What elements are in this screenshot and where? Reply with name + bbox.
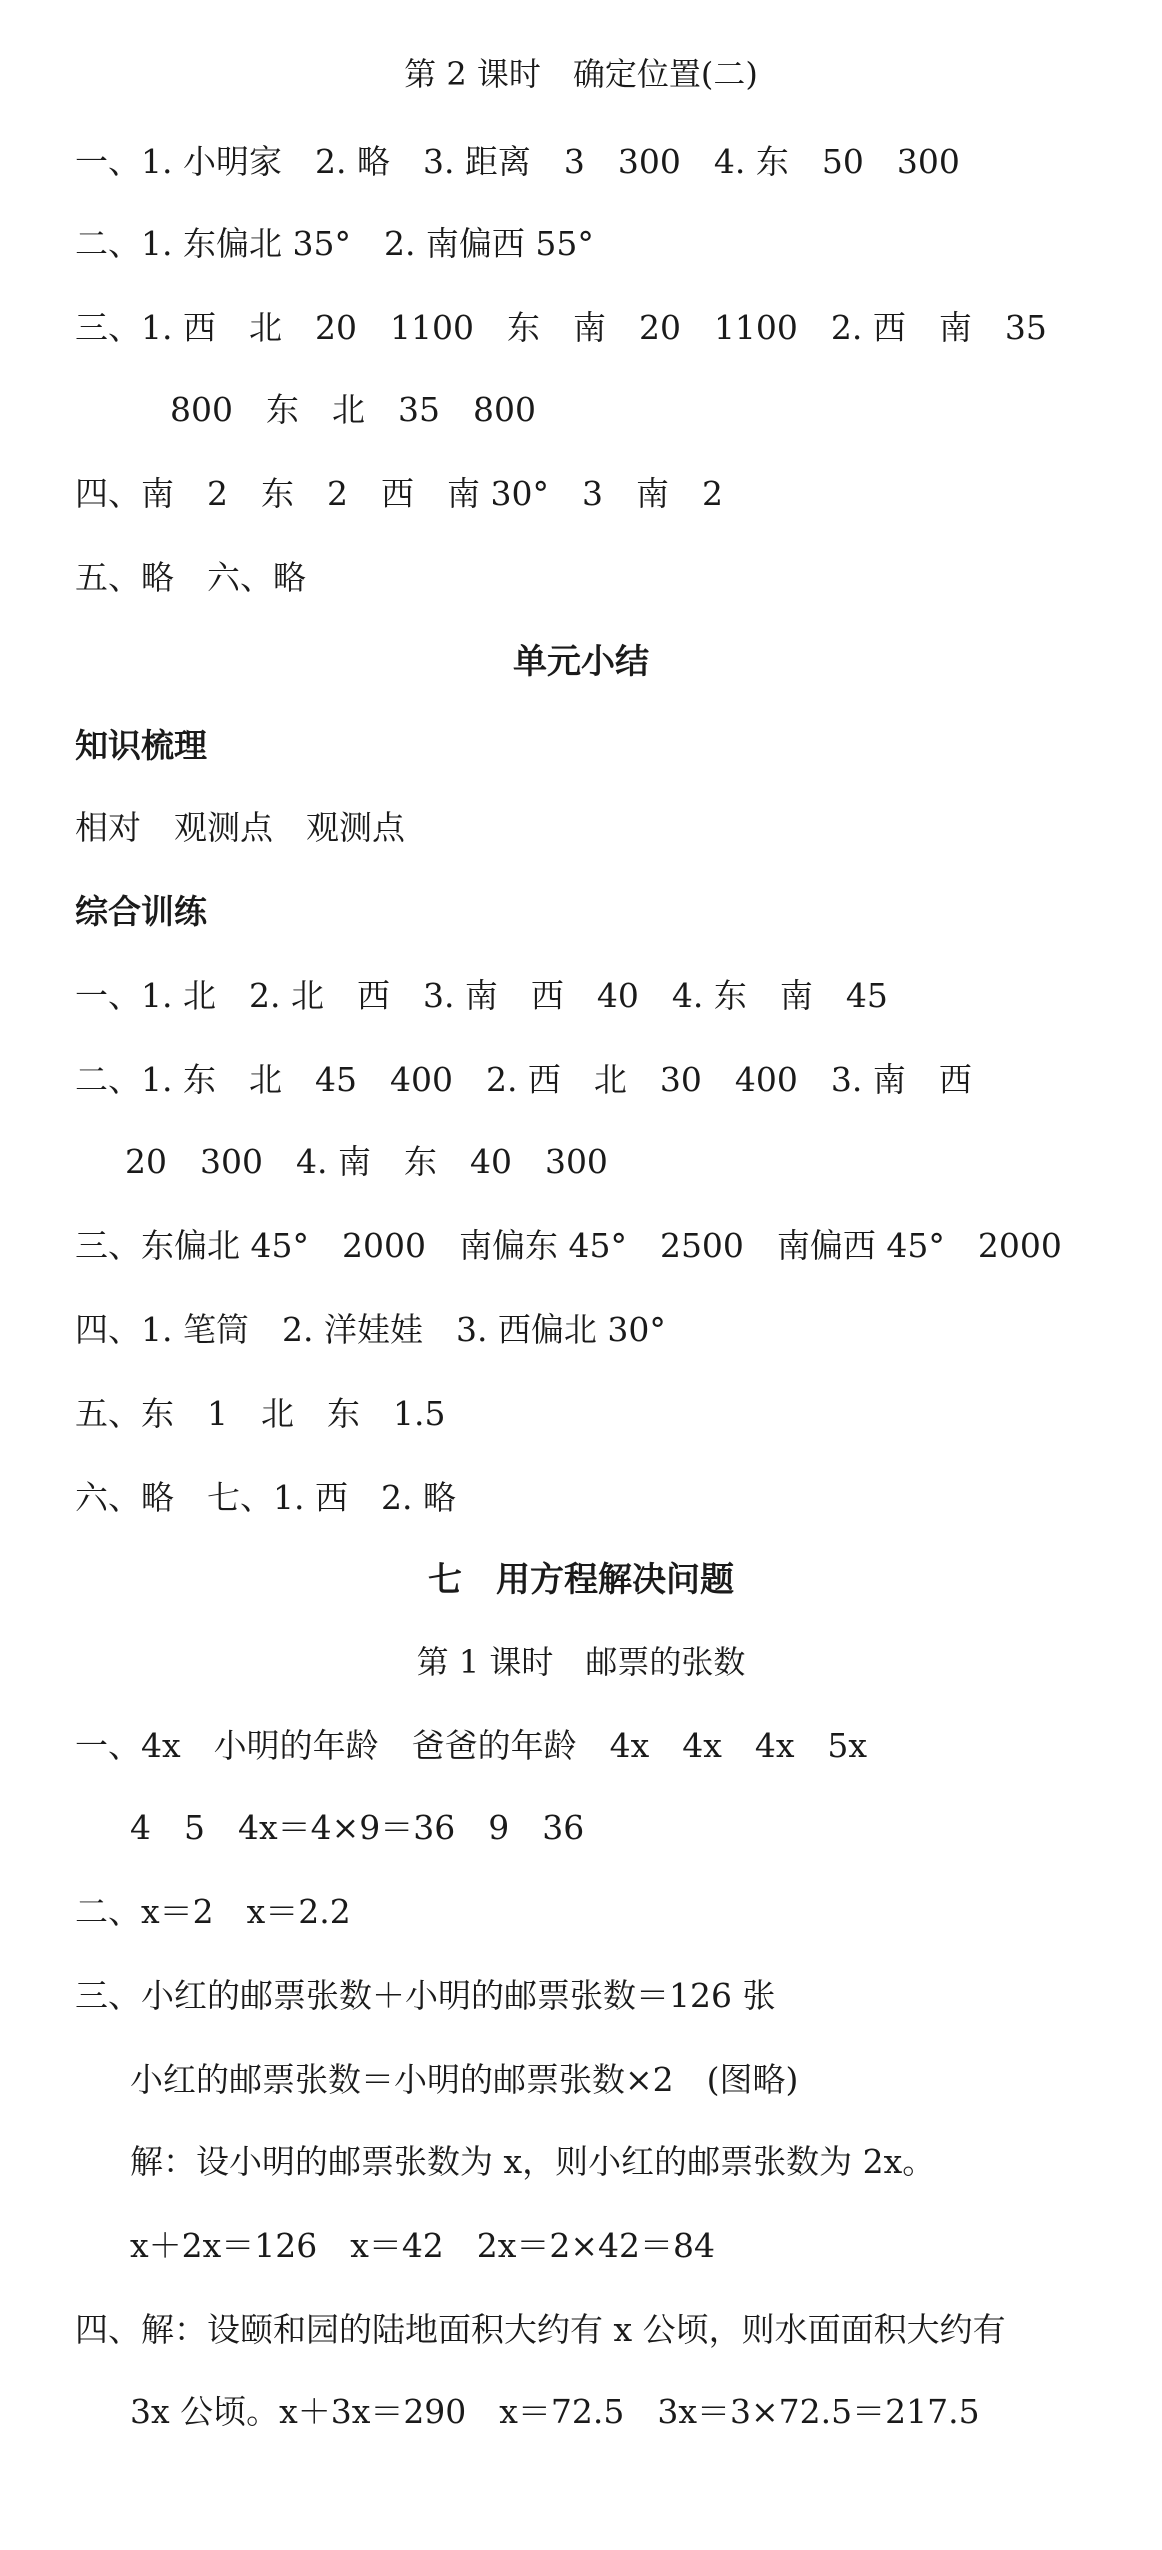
answer-line: 二、1. 东偏北 35° 2. 南偏西 55° xyxy=(75,224,594,263)
lesson1-heading: 第 1 课时 邮票的张数 xyxy=(416,1643,746,1681)
answer-line: 三、1. 西 北 20 1100 东 南 20 1100 2. 西 南 35 xyxy=(75,308,1047,347)
knowledge-line: 相对 观测点 观测点 xyxy=(75,808,405,847)
knowledge-title: 知识梳理 xyxy=(75,726,207,765)
answer-line: 一、4x 小明的年龄 爸爸的年龄 4x 4x 4x 5x xyxy=(75,1726,868,1765)
answer-line: 三、东偏北 45° 2000 南偏东 45° 2500 南偏西 45° 2000 xyxy=(75,1226,1062,1265)
answer-line: x＋2x＝126 x＝42 2x＝2×42＝84 xyxy=(130,2226,716,2265)
chapter7-heading: 七 用方程解决问题 xyxy=(428,1560,734,1600)
answer-line: 三、小红的邮票张数＋小明的邮票张数＝126 张 xyxy=(75,1976,776,2015)
answer-line: 五、东 1 北 东 1.5 xyxy=(75,1394,446,1433)
answer-line: 4 5 4x＝4×9＝36 9 36 xyxy=(130,1808,585,1847)
answer-line: 20 300 4. 南 东 40 300 xyxy=(125,1142,608,1181)
lesson2-heading: 第 2 课时 确定位置(二) xyxy=(404,55,758,93)
answer-line: 解：设小明的邮票张数为 x，则小红的邮票张数为 2x。 xyxy=(130,2142,936,2181)
training-title: 综合训练 xyxy=(75,892,207,931)
answer-line: 四、解：设颐和园的陆地面积大约有 x 公顷，则水面面积大约有 xyxy=(75,2310,1006,2349)
unit-summary-heading: 单元小结 xyxy=(513,642,649,682)
answer-line: 四、南 2 东 2 西 南 30° 3 南 2 xyxy=(75,474,723,513)
answer-line: 小红的邮票张数＝小明的邮票张数×2 (图略) xyxy=(130,2060,799,2099)
answer-line: 一、1. 北 2. 北 西 3. 南 西 40 4. 东 南 45 xyxy=(75,976,888,1015)
answer-line: 3x 公顷。x＋3x＝290 x＝72.5 3x＝3×72.5＝217.5 xyxy=(130,2392,980,2431)
answer-line: 四、1. 笔筒 2. 洋娃娃 3. 西偏北 30° xyxy=(75,1310,666,1349)
answer-line: 一、1. 小明家 2. 略 3. 距离 3 300 4. 东 50 300 xyxy=(75,142,960,181)
answer-line: 二、x＝2 x＝2.2 xyxy=(75,1892,351,1931)
answer-line: 800 东 北 35 800 xyxy=(170,390,536,429)
answer-line: 二、1. 东 北 45 400 2. 西 北 30 400 3. 南 西 xyxy=(75,1060,972,1099)
answer-line: 五、略 六、略 xyxy=(75,558,306,597)
answer-line: 六、略 七、1. 西 2. 略 xyxy=(75,1478,456,1517)
